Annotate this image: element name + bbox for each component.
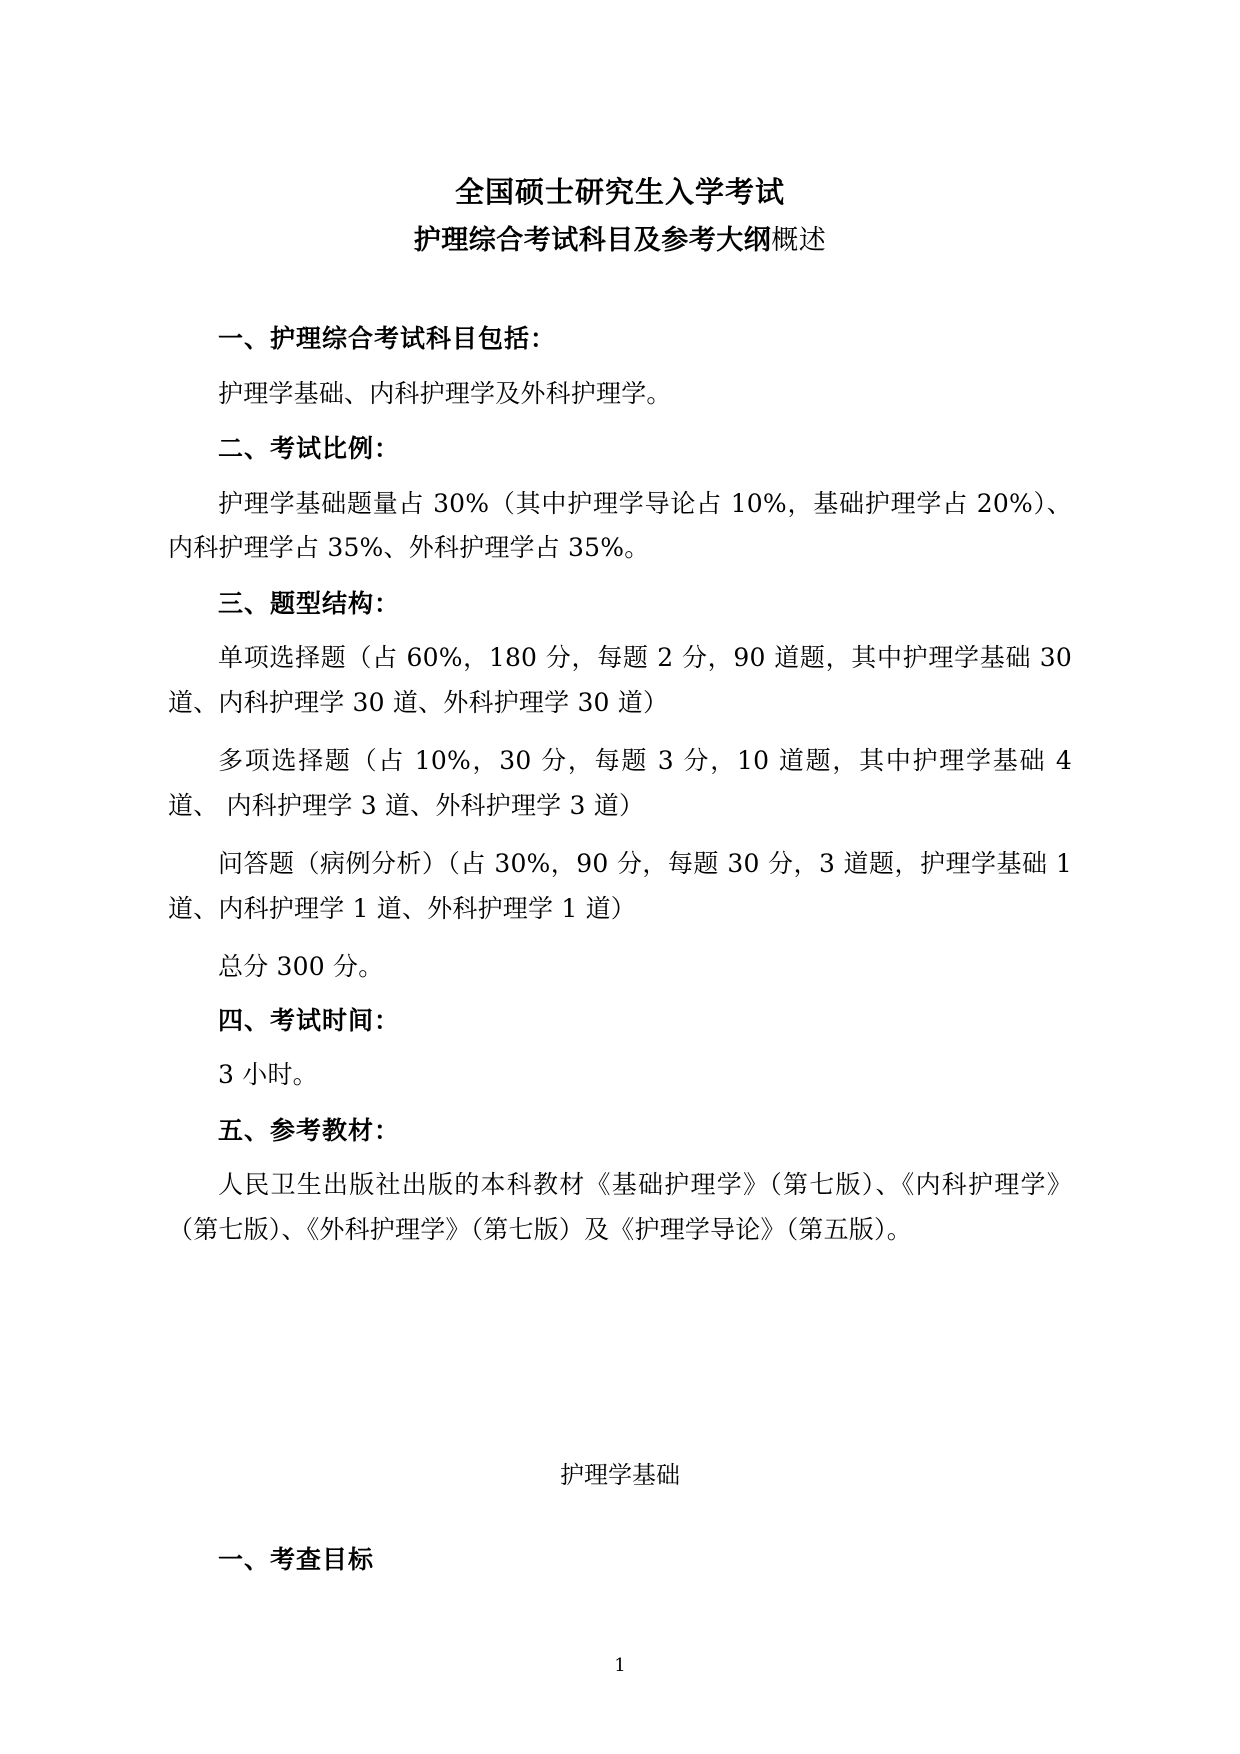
document-subtitle: [168, 219, 1072, 262]
subject-spacer: [168, 1495, 1072, 1541]
section-paragraph-3-1: 单项选择题（占 60%，180 分，每题 2 分，90 道题，其中护理学基础 30 道、内科护理学 30 道、外科护理学 30 道）: [168, 643, 1072, 717]
section-paragraph-5-1: 人民卫生出版社出版的本科教材《基础护理学》（第七版）、《内科护理学》（第七版）、《外科护理学》（第七版）及《护理学导论》（第五版）。: [168, 1170, 1072, 1244]
section-heading-5: 五、参考教材：: [218, 1115, 401, 1145]
section-heading-3: 三、题型结构：: [218, 588, 401, 618]
section-heading-2: 二、考试比例：: [218, 434, 401, 464]
document-subtitle-plain: 概述: [771, 224, 827, 256]
section-paragraph-3-4: 总分 300 分。: [218, 952, 384, 982]
section-heading-4: 四、考试时间：: [218, 1005, 401, 1035]
section-paragraph-1-1: 护理学基础、内科护理学及外科护理学。: [218, 378, 672, 408]
section-paragraph-3-3: 问答题（病例分析）（占 30%，90 分，每题 30 分，3 道题，护理学基础 1 道、内科护理学 1 道、外科护理学 1 道）: [168, 849, 1072, 923]
subject-heading: 护理学基础: [560, 1461, 680, 1490]
page-number: 1: [614, 1655, 626, 1676]
section-paragraph-2-1: 护理学基础题量占 30%（其中护理学导论占 10%，基础护理学占 20%）、内科护理学占 35%、外科护理学占 35%。: [168, 488, 1072, 563]
document-title: 全国硕士研究生入学考试: [454, 175, 785, 209]
section-paragraph-4-1: 3 小时。: [218, 1060, 318, 1090]
section-paragraph-3-2: 多项选择题（占 10%，30 分，每题 3 分，10 道题，其中护理学基础 4 道、 内科护理学 3 道、外科护理学 3 道）: [168, 746, 1072, 820]
subject-section-heading-1: 一、考查目标: [218, 1544, 375, 1574]
section-heading-1: 一、护理综合考试科目包括：: [218, 324, 557, 354]
section-spacer: [168, 1266, 1072, 1456]
document-subtitle-bold: 护理综合考试科目及参考大纲: [413, 224, 772, 256]
